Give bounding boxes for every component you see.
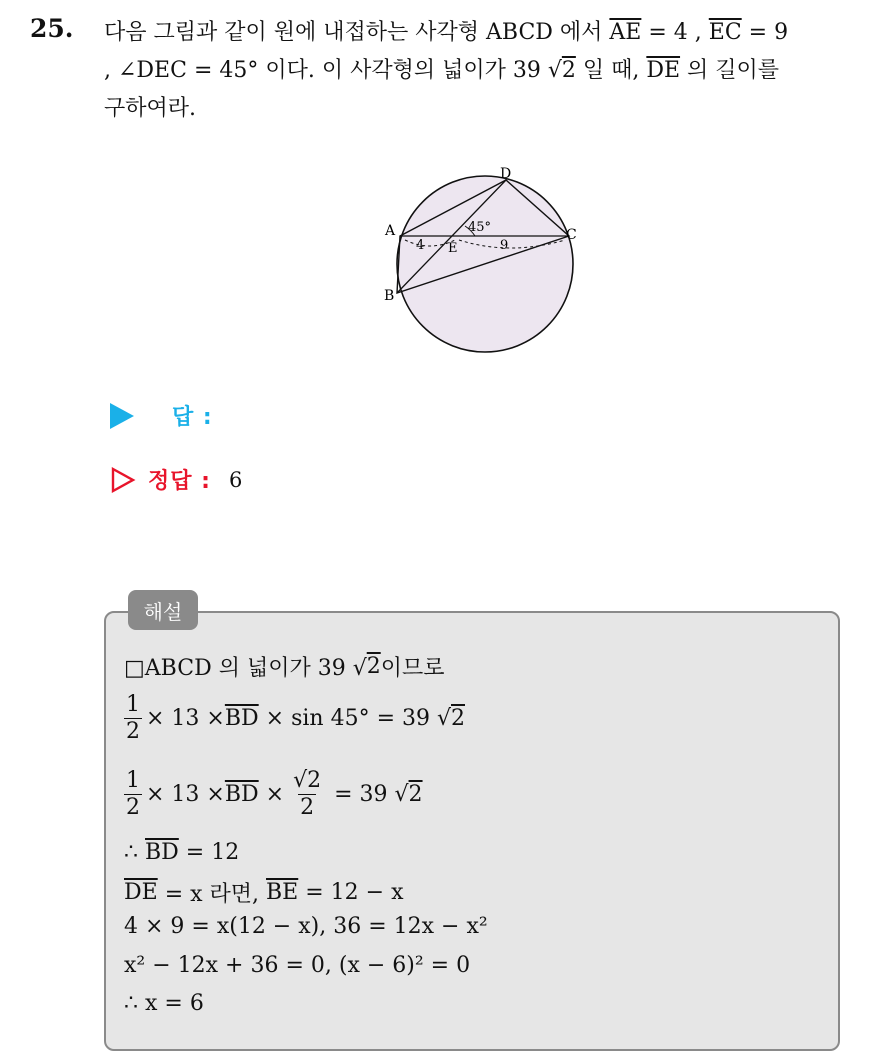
label-ae-length: 4 (416, 238, 425, 253)
segment-bd: $\overline{BD}$ (224, 782, 259, 807)
answer-label: 답 : (172, 405, 213, 430)
fraction-half: $\frac{1}{2}$ (126, 768, 140, 820)
answer-row (110, 400, 213, 431)
segment-be: $\overline{BE}$ (266, 880, 299, 905)
sqrt-radicand: 2 (561, 58, 576, 83)
solution-line-5: $\overline{DE}$ = x 라면, $\overline{BE}$ = 12 − x (124, 880, 404, 907)
label-b: B (384, 288, 395, 304)
label-a: A (385, 223, 396, 239)
inscribed-quadrilateral-figure (375, 160, 595, 365)
label-c: C (566, 227, 577, 243)
solution-line-7: x² − 12x + 36 = 0, (x − 6)² = 0 (124, 953, 471, 978)
question-line-1: 다음 그림과 같이 원에 내접하는 사각형 ABCD 에서 $\overline{AE} = 4$ , $\overline{EC} = 9$ (104, 20, 789, 45)
question-number: 25. (30, 14, 74, 43)
segment-de: $\overline{DE}$ (646, 58, 681, 83)
segment-ec: $\overline{EC}$ (708, 20, 742, 45)
correct-answer-value: 6 (228, 467, 243, 492)
correct-answer-row (110, 464, 242, 495)
solution-tab: 해설 (128, 590, 198, 630)
fraction-half: $\frac{1}{2}$ (126, 692, 140, 744)
label-e: E (448, 241, 458, 256)
label-angle: 45° (468, 220, 492, 235)
solution-line-8: ∴ x = 6 (124, 991, 204, 1016)
label-d: D (500, 166, 512, 182)
play-triangle-icon (110, 403, 134, 429)
question-line-3: 구하여라. (104, 96, 197, 121)
solution-line-1: □ABCD 의 넓이가 39 √ 2 이므로 (124, 654, 445, 681)
segment-de: $\overline{DE}$ (124, 880, 158, 905)
solution-line-4: ∴ $\overline{BD}$ = 12 (124, 840, 240, 865)
fraction-root2-over-2: $\frac{√2}{2}$ (293, 768, 322, 820)
segment-ae: $\overline{AE}$ (609, 20, 642, 45)
solution-line-6: 4 × 9 = x(12 − x), 36 = 12x − x² (124, 914, 488, 939)
question-text (104, 14, 864, 128)
segment-bd: $\overline{BD}$ (224, 706, 259, 731)
segment-bd: $\overline{BD}$ (145, 840, 179, 865)
solution-line-3: $\frac{1}{2}$ × 13 × $\overline{BD}$ × $\frac{√2}{2}$ = 39 √ 2 (126, 768, 423, 820)
solution-line-2: $\frac{1}{2}$ × 13 × $\overline{BD}$ × sin 45° = 39 √ 2 (126, 692, 465, 744)
outline-triangle-icon (110, 467, 136, 493)
correct-answer-label: 정답 : (148, 469, 211, 494)
label-ec-length: 9 (500, 238, 509, 253)
question-line-2: , ∠DEC = 45° 이다. 이 사각형의 넓이가 39 √2 일 때, $\overline{DE}$ 의 길이를 (104, 58, 780, 83)
